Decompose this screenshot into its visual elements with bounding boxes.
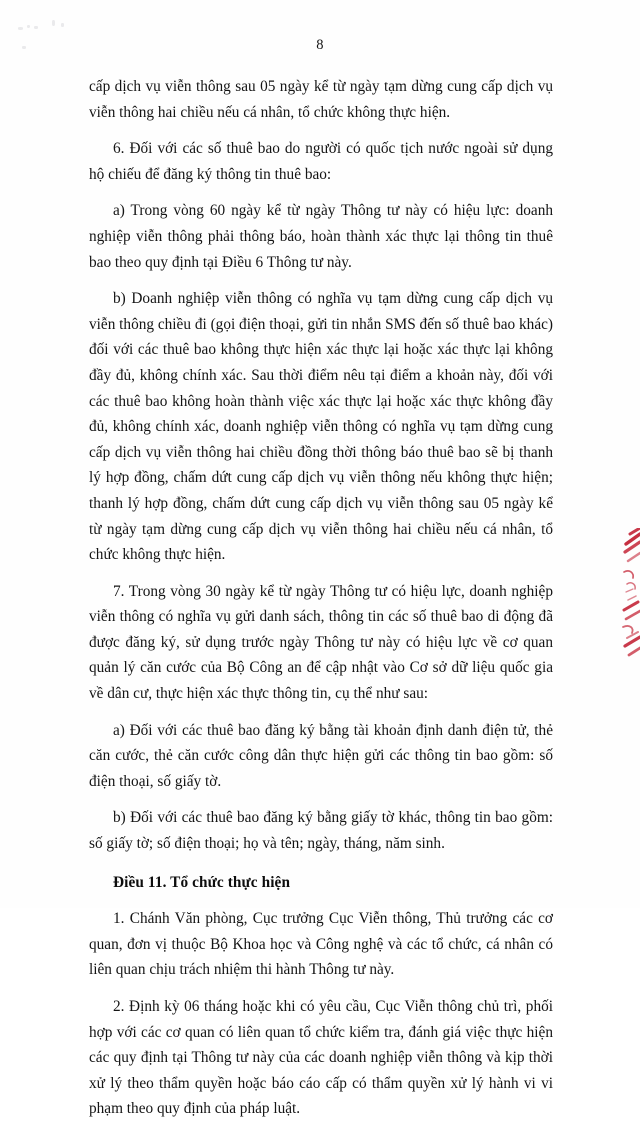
document-body	[89, 74, 553, 1122]
red-seal-mark-icon	[600, 528, 640, 660]
scan-speckle-icon	[18, 27, 23, 30]
paragraph-clause-6b: b) Doanh nghiệp viễn thông có nghĩa vụ tạm dừng cung cấp dịch vụ viễn thông chiều đi (gọi điện thoại, gửi tin nhắn SMS đến số thuê bao khác) đối với các thuê bao không thực hiện xác thực lại hoặc xác thực lại không đầy đủ, không chính xác. Sau thời điểm nêu tại điểm a khoản này, đối với các thuê bao không hoàn thành việc xác thực lại hoặc xác thực không đầy đủ, không chính xác, doanh nghiệp viễn thông có nghĩa vụ tạm dừng cung cấp dịch vụ viễn thông hai chiều đồng thời thông báo thuê bao sẽ bị thanh lý hợp đồng, chấm dứt cung cấp dịch vụ viễn thông nếu không thực hiện; thanh lý hợp đồng, chấm dứt cung cấp dịch vụ viễn thông sau 05 ngày kể từ ngày tạm dừng cung cấp dịch vụ viễn thông hai chiều nếu cá nhân, tổ chức không thực hiện.	[89, 290, 553, 564]
article-heading-dieu-11: Điều 11. Tổ chức thực hiện	[113, 873, 291, 891]
scan-speckle-icon	[34, 26, 38, 29]
page-number: 8	[316, 37, 324, 53]
scan-speckle-icon	[52, 20, 55, 26]
paragraph-article11-1: 1. Chánh Văn phòng, Cục trưởng Cục Viễn thông, Thủ trưởng các cơ quan, đơn vị thuộc Bộ Khoa học và Công nghệ và các tổ chức, cá nhân có liên quan chịu trách nhiệm thi hành Thông tư này.	[89, 910, 553, 979]
paragraph-clause-7b: b) Đối với các thuê bao đăng ký bằng giấy tờ khác, thông tin bao gồm: số giấy tờ; số điện thoại; họ và tên; ngày, tháng, năm sinh.	[89, 809, 553, 853]
scan-speckle-icon	[61, 23, 64, 27]
paragraph-continued: cấp dịch vụ viễn thông sau 05 ngày kể từ ngày tạm dừng cung cấp dịch vụ viễn thông hai chiều nếu cá nhân, tổ chức không thực hiện.	[89, 78, 553, 121]
paragraph-clause-6a: a) Trong vòng 60 ngày kể từ ngày Thông tư này có hiệu lực: doanh nghiệp viễn thông phải thông báo, hoàn thành xác thực lại thông tin thuê bao theo quy định tại Điều 6 Thông tư này.	[89, 202, 553, 271]
paragraph-article11-2: 2. Định kỳ 06 tháng hoặc khi có yêu cầu, Cục Viễn thông chủ trì, phối hợp với các cơ quan có liên quan tổ chức kiểm tra, đánh giá việc thực hiện các quy định tại Thông tư này của các doanh nghiệp viễn thông và kịp thời xử lý theo thẩm quyền hoặc báo cáo cấp có thẩm quyền xử lý hành vi vi phạm theo quy định của pháp luật.	[89, 998, 553, 1118]
paragraph-clause-7a: a) Đối với các thuê bao đăng ký bằng tài khoản định danh điện tử, thẻ căn cước, thẻ căn cước công dân thực hiện gửi các thông tin bao gồm: số điện thoại, số giấy tờ.	[89, 721, 553, 790]
paragraph-clause-6: 6. Đối với các số thuê bao do người có quốc tịch nước ngoài sử dụng hộ chiếu để đăng ký thông tin thuê bao:	[89, 140, 553, 183]
scan-speckle-icon	[27, 25, 30, 28]
paragraph-clause-7: 7. Trong vòng 30 ngày kể từ ngày Thông tư có hiệu lực, doanh nghiệp viễn thông có nghĩa vụ gửi danh sách, thông tin các số thuê bao di động đã được đăng ký, sử dụng trước ngày Thông tư này có hiệu lực về cơ quan quản lý căn cước của Bộ Công an để cập nhật vào Cơ sở dữ liệu quốc gia về dân cư, thực hiện xác thực thông tin, cụ thể như sau:	[89, 582, 553, 703]
